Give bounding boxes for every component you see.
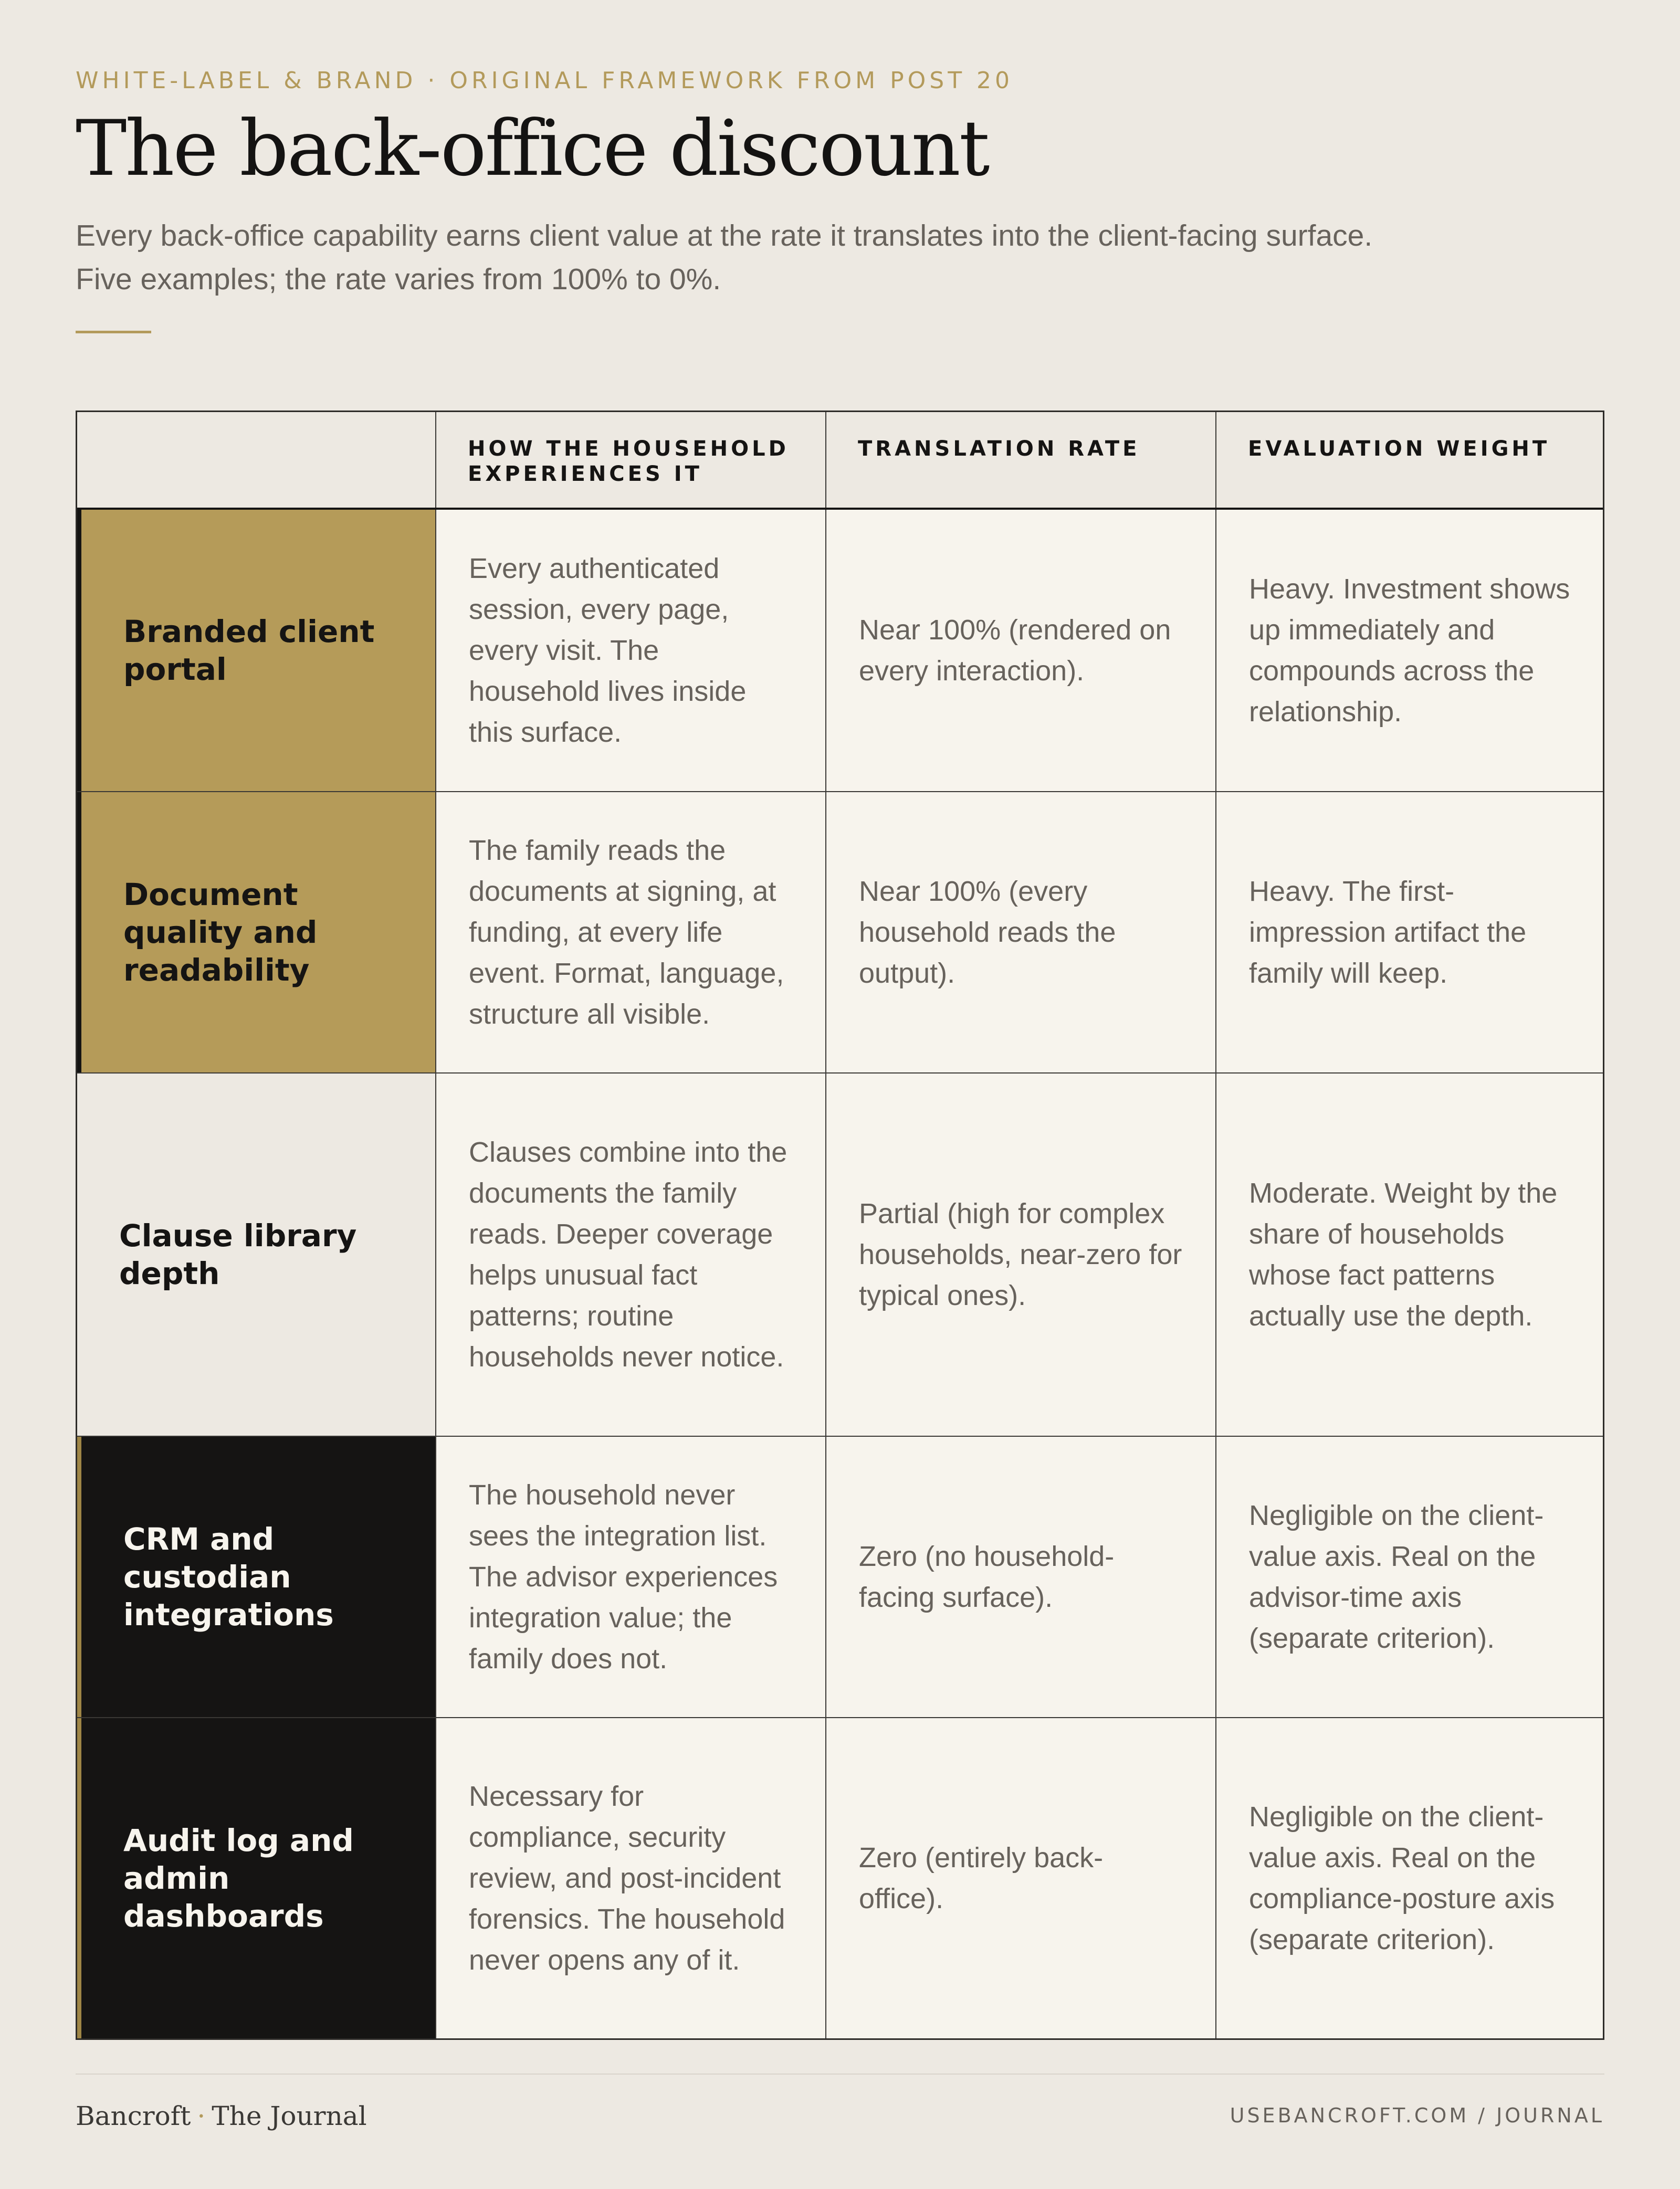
weight-text: Heavy. Investment shows up immediately and compounds across the relationship. bbox=[1249, 573, 1570, 728]
rate-cell bbox=[825, 510, 1215, 791]
experience-cell bbox=[435, 1718, 825, 2038]
experience-cell bbox=[435, 792, 825, 1072]
column-header: HOW THE HOUSEHOLD EXPERIENCES IT bbox=[468, 437, 789, 486]
table-row bbox=[77, 510, 1603, 791]
header-cell-empty bbox=[77, 412, 435, 508]
table-row bbox=[77, 1717, 1603, 2038]
footer-divider bbox=[76, 2074, 1604, 2075]
page-subtitle: Every back-office capability earns client value at the rate it translates into the client-facing surface. Five examples; the rate varies from 100% to 0%. bbox=[76, 219, 1373, 296]
weight-cell bbox=[1215, 1718, 1603, 2038]
accent-rule bbox=[76, 331, 151, 333]
footer-brand bbox=[76, 2101, 367, 2131]
weight-text: Negligible on the client-value axis. Real on the compliance-posture axis (separate criterion). bbox=[1249, 1801, 1555, 1955]
row-label: Clause library depth bbox=[119, 1218, 357, 1291]
weight-text: Moderate. Weight by the share of households whose fact patterns actually use the depth. bbox=[1249, 1177, 1558, 1332]
table-row bbox=[77, 1072, 1603, 1436]
experience-text: The family reads the documents at signing, at funding, at every life event. Format, language, structure all visible. bbox=[469, 835, 784, 1030]
experience-cell bbox=[435, 1074, 825, 1436]
row-label-cell bbox=[77, 1718, 435, 2038]
header-cell-experience bbox=[435, 412, 825, 508]
weight-cell bbox=[1215, 1437, 1603, 1717]
experience-text: Necessary for compliance, security review, and post-incident forensics. The household never opens any of it. bbox=[469, 1781, 785, 1976]
row-label: CRM and custodian integrations bbox=[123, 1521, 334, 1633]
eyebrow-label: WHITE-LABEL & BRAND · ORIGINAL FRAMEWORK FROM POST 20 bbox=[76, 67, 1014, 94]
rate-text: Zero (no household-facing surface). bbox=[859, 1541, 1115, 1613]
row-label-cell bbox=[77, 1437, 435, 1717]
footer-url[interactable]: USEBANCROFT.COM / JOURNAL bbox=[1230, 2104, 1604, 2127]
row-label-cell bbox=[77, 792, 435, 1072]
row-label: Audit log and admin dashboards bbox=[123, 1823, 354, 1934]
framework-table bbox=[76, 411, 1604, 2040]
column-header: EVALUATION WEIGHT bbox=[1248, 437, 1550, 461]
table-row bbox=[77, 791, 1603, 1072]
table-row bbox=[77, 1436, 1603, 1717]
experience-text: Every authenticated session, every page, every visit. The household lives inside this surface. bbox=[469, 553, 747, 748]
experience-text: The household never sees the integration list. The advisor experiences integration value; the family does not. bbox=[469, 1479, 778, 1675]
rate-cell bbox=[825, 792, 1215, 1072]
row-label-cell bbox=[77, 1074, 435, 1436]
weight-cell bbox=[1215, 1074, 1603, 1436]
weight-cell bbox=[1215, 792, 1603, 1072]
brand-separator: · bbox=[197, 2101, 206, 2131]
header-cell-weight bbox=[1215, 412, 1603, 508]
rate-text: Zero (entirely back-office). bbox=[859, 1842, 1104, 1914]
experience-cell bbox=[435, 1437, 825, 1717]
weight-cell bbox=[1215, 510, 1603, 791]
experience-text: Clauses combine into the documents the family reads. Deeper coverage helps unusual fact patterns; routine households never notice. bbox=[469, 1136, 788, 1373]
page-title: The back-office discount bbox=[76, 104, 989, 193]
table-header-row bbox=[77, 412, 1603, 510]
header-cell-rate bbox=[825, 412, 1215, 508]
rate-cell bbox=[825, 1718, 1215, 2038]
rate-text: Near 100% (rendered on every interaction). bbox=[859, 614, 1171, 687]
journal-name: The Journal bbox=[212, 2101, 367, 2131]
rate-cell bbox=[825, 1437, 1215, 1717]
experience-cell bbox=[435, 510, 825, 791]
rate-cell bbox=[825, 1074, 1215, 1436]
weight-text: Heavy. The first-impression artifact the family will keep. bbox=[1249, 876, 1527, 989]
row-label: Document quality and readability bbox=[123, 877, 318, 988]
row-label-cell bbox=[77, 510, 435, 791]
column-header: TRANSLATION RATE bbox=[858, 437, 1140, 461]
brand-name: Bancroft bbox=[76, 2101, 191, 2131]
weight-text: Negligible on the client-value axis. Real on the advisor-time axis (separate criterion). bbox=[1249, 1500, 1544, 1654]
row-label: Branded client portal bbox=[123, 614, 375, 687]
rate-text: Near 100% (every household reads the output). bbox=[859, 876, 1116, 989]
rate-text: Partial (high for complex households, near-zero for typical ones). bbox=[859, 1198, 1182, 1311]
